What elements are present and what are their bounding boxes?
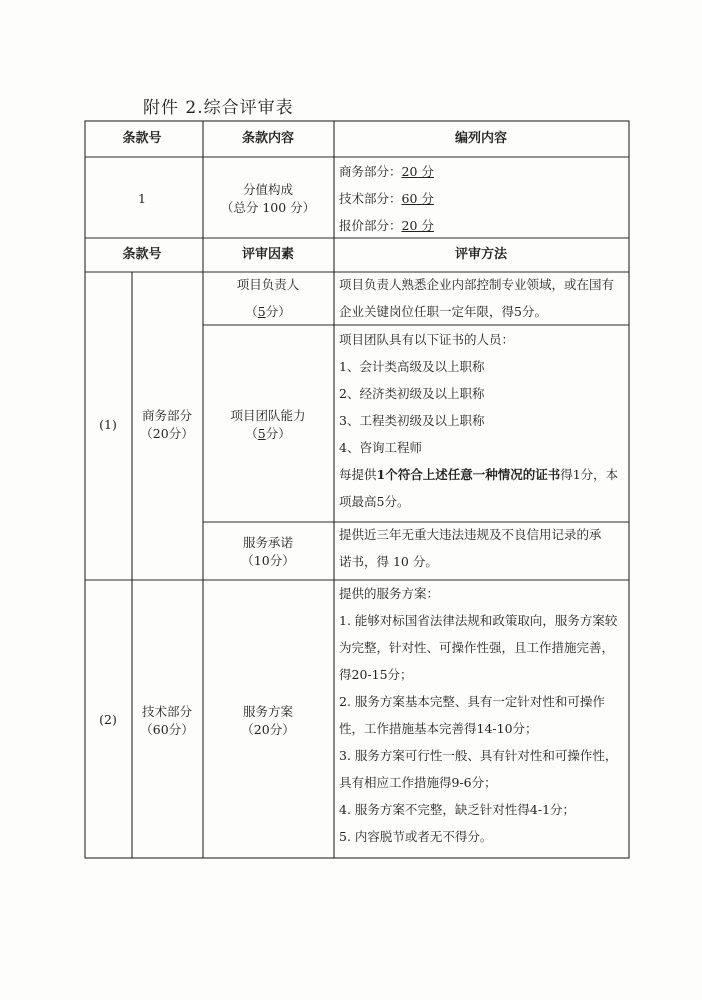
header-listing-content: 编列内容 [454, 131, 508, 146]
rule-prefix: 每提供 [339, 467, 377, 482]
method-line: 诺书，得 10 分。 [339, 554, 438, 569]
method-line: 提供的服务方案： [339, 586, 440, 601]
business-section-score: （20分） [140, 426, 194, 441]
factor-service-commitment: 服务承诺 [242, 535, 294, 550]
item-value: 20 分 [401, 218, 434, 233]
method-line: 3、工程类初级及以上职称 [339, 413, 485, 428]
score-close: 分） [265, 426, 291, 441]
factor-project-leader-score [245, 303, 290, 321]
method-line: 项目负责人熟悉企业内部控制专业领域，或在国有 [339, 277, 615, 292]
factor-service-plan: 服务方案 [242, 704, 294, 719]
header-review-method: 评审方法 [454, 247, 508, 262]
factor-team-capability: 项目团队能力 [230, 408, 306, 423]
method-line: 提供近三年无重大违法违规及不良信用记录的承 [339, 527, 602, 542]
total-score-label: （总分 100 分） [220, 200, 316, 215]
method-line: 项目团队具有以下证书的人员： [339, 332, 515, 347]
score-open: （ [245, 426, 258, 441]
method-line: 4. 服务方案不完整，缺乏针对性得4-1分； [339, 802, 576, 817]
item-label: 报价部分： [339, 218, 402, 233]
method-line: 项最高5分。 [339, 494, 410, 509]
method-line: 4、咨询工程师 [339, 440, 422, 455]
method-line: 1. 能够对标国省法律法规和政策取向，服务方案较 [339, 613, 618, 628]
rule-bold-text: 1个符合上述任意一种情况的证书 [376, 467, 561, 482]
factor-service-plan-score: （20分） [241, 722, 295, 737]
technical-part-item [339, 190, 434, 208]
rule-suffix: 得1分，本 [560, 467, 619, 482]
header-clause-no-2: 条款号 [122, 247, 162, 262]
method-line: 1、会计类高级及以上职称 [339, 359, 485, 374]
score-composition-label: 分值构成 [242, 182, 294, 197]
price-part-item [339, 217, 434, 235]
score-value: 5 [257, 304, 266, 319]
method-line: 为完整，针对性、可操作性强，且工作措施完善， [339, 640, 615, 655]
header-review-factor: 评审因素 [241, 247, 295, 262]
header-clause-content: 条款内容 [241, 131, 295, 146]
method-line: 5. 内容脱节或者无不得分。 [339, 829, 493, 844]
clause-number: 1 [138, 191, 146, 206]
score-value: 5 [257, 426, 266, 441]
factor-service-commitment-score: （10分） [241, 553, 295, 568]
score-close: 分） [265, 304, 291, 319]
score-open: （ [245, 304, 258, 319]
document-title: 附件 2.综合评审表 [143, 98, 294, 118]
method-line: 3. 服务方案可行性一般、具有针对性和可操作性， [339, 748, 618, 763]
item-value: 20 分 [401, 164, 434, 179]
business-section-name: 商务部分 [141, 408, 193, 423]
method-line: 企业关键岗位任职一定年限，得5分。 [339, 304, 547, 319]
factor-team-capability-score [245, 425, 290, 443]
item-label: 技术部分： [339, 191, 402, 206]
technical-clause-number: (2) [99, 712, 117, 727]
method-line: 性，工作措施基本完善得14-10分； [339, 721, 538, 736]
business-part-item [339, 163, 434, 181]
method-line: 2、经济类初级及以上职称 [339, 386, 485, 401]
business-clause-number: (1) [99, 417, 117, 432]
item-label: 商务部分： [339, 164, 402, 179]
technical-section-name: 技术部分 [141, 704, 193, 719]
factor-project-leader: 项目负责人 [236, 277, 300, 292]
header-clause-no: 条款号 [122, 131, 162, 146]
method-line: 具有相应工作措施得9-6分； [339, 775, 497, 790]
method-line: 得20-15分； [339, 667, 413, 682]
method-line-certificate-rule [339, 466, 618, 484]
method-line: 2. 服务方案基本完整、具有一定针对性和可操作 [339, 694, 605, 709]
item-value: 60 分 [401, 191, 434, 206]
technical-section-score: （60分） [140, 722, 194, 737]
